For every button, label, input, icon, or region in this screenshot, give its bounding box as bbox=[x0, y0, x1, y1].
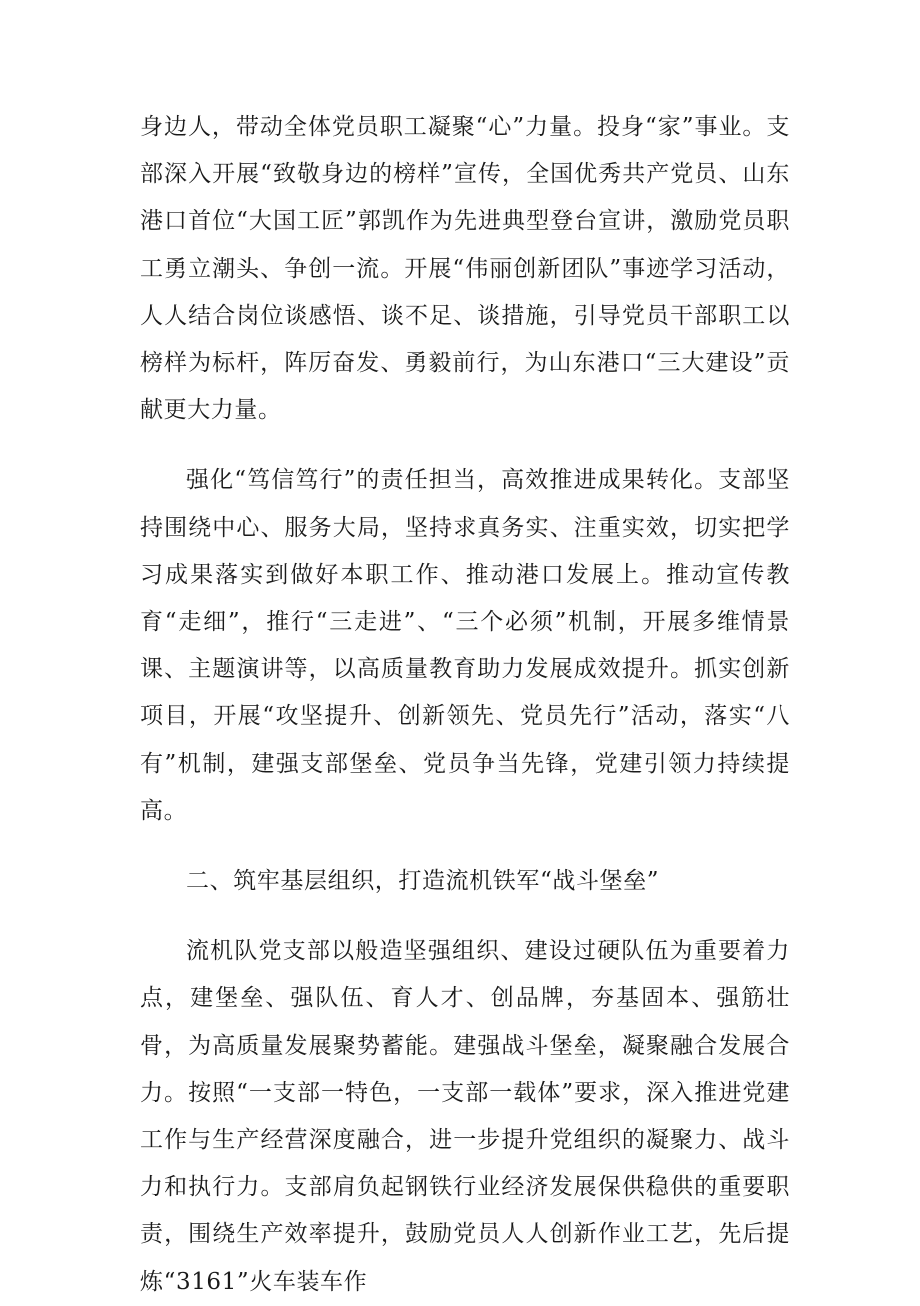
paragraph-gap bbox=[140, 905, 790, 928]
paragraph-continuation: 身边人，带动全体党员职工凝聚“心”力量。投身“家”事业。支部深入开展“致敬身边的榜样”宣传，全国优秀共产党员、山东港口首位“大国工匠”郭凯作为先进典型登台宣讲，激励党员职工勇立潮头、争创一流。开展“伟丽创新团队”事迹学习活动，人人结合岗位谈感悟、谈不足、谈措施，引导党员干部职工以榜样为标杆，阵厉奋发、勇毅前行，为山东港口“三大建设”贡献更大力量。 bbox=[140, 114, 790, 424]
paragraph-gap bbox=[140, 434, 790, 457]
section-heading: 二、筑牢基层组织，打造流机铁军“战斗堡垒” bbox=[186, 868, 660, 895]
document-body bbox=[140, 104, 790, 1306]
paragraph-organization: 流机队党支部以般造坚强组织、建设过硬队伍为重要着力点，建堡垒、强队伍、育人才、创品牌，夯基固本、强筋壮骨，为高质量发展聚势蓄能。建强战斗堡垒，凝聚融合发展合力。按照“一支部一特色，一支部一载体”要求，深入推进党建工作与生产经营深度融合，进一步提升党组织的凝聚力、战斗力和执行力。支部肩负起钢铁行业经济发展保供稳供的重要职责，围绕生产效率提升，鼓励党员人人创新作业工艺，先后提炼“3161”火车装车作 bbox=[140, 938, 790, 1295]
paragraph-responsibility: 强化“笃信笃行”的责任担当，高效推进成果转化。支部坚持围绕中心、服务大局，坚持求真务实、注重实效，切实把学习成果落实到做好本职工作、推动港口发展上。推动宣传教育“走细”，推行“三走进”、“三个必须”机制，开展多维情景课、主题演讲等，以高质量教育助力发展成效提升。抓实创新项目，开展“攻坚提升、创新领先、党员先行”活动，落实“八有”机制，建强支部堡垒、党员争当先锋，党建引领力持续提高。 bbox=[140, 467, 790, 824]
paragraph-gap bbox=[140, 835, 790, 858]
